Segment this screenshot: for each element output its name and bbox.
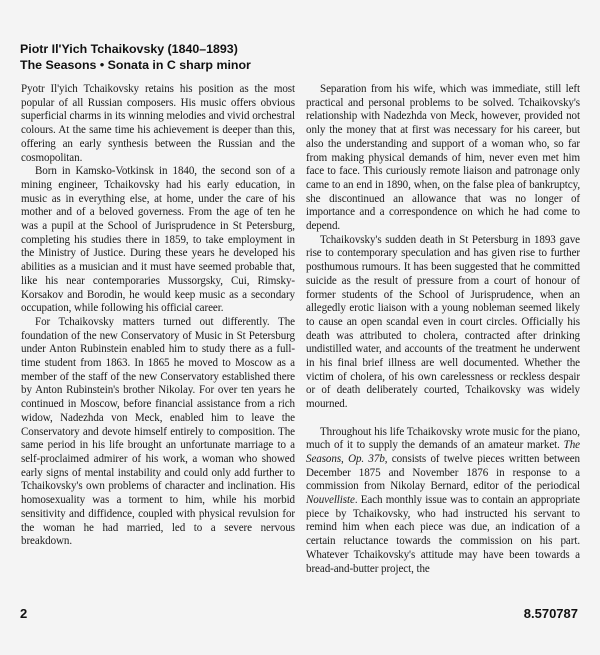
page-number: 2	[20, 606, 28, 621]
paragraph: Pyotr Il'yich Tchaikovsky retains his position as the most popular of all Russian composers. His music offers obvious superficial charms in its winning melodies and vivid orchestral colours. At the same time his achievement is deeper than this, offering an early synthesis between the Russian and the cosmopolitan.	[21, 83, 295, 164]
paragraph	[306, 426, 580, 577]
catalogue-number: 8.570787	[523, 606, 578, 621]
left-text-column	[21, 83, 295, 549]
paragraph: Born in Kamsko-Votkinsk in 1840, the second son of a mining engineer, Tchaikovsky had his early education, in music as in everything else, at home, under the care of his mother and of a beloved governess. From the age of ten he was a pupil at the School of Jurisprudence in St Petersburg, completing his studies there in 1859, to take employment in the Ministry of Justice. During these years he developed his abilities as a musician and it must have seemed probable that, like his near contemporaries Mussorgsky, Cui, Rimsky-Korsakov and Borodin, he would keep music as a secondary occupation, while following his official career.	[21, 165, 295, 315]
page-title: Piotr Il'Yich Tchaikovsky (1840–1893)	[20, 42, 238, 56]
periodical-title: Nouvelliste	[306, 494, 355, 507]
work-title: The Seasons, Op. 37b	[306, 439, 580, 465]
paragraph-intro: Throughout his life Tchaikovsky wrote music for the piano, much of it to supply the demands of an amateur market.	[306, 425, 580, 452]
page-subtitle: The Seasons • Sonata in C sharp minor	[20, 58, 251, 72]
paragraph: Separation from his wife, which was immediate, still left practical and personal problems to be solved. Tchaikovsky's relationship with Nadezhda von Meck, however, provided not only the money that at first was necessary for his career, but also the understanding and support of a woman who, so far from making physical demands of him, never even met him face to face. This curiously remote liaison and patronage only came to an end in 1890, when, on the false plea of bankruptcy, she discontinued an allowance that was no longer of importance and a correspondence on which he had come to depend.	[306, 83, 580, 233]
paragraph: Tchaikovsky's sudden death in St Petersburg in 1893 gave rise to contemporary speculation and has given rise to further posthumous rumours. It has been suggested that he committed suicide as the result of pressure from a court of honour of former students of the School of Jurisprudence, when an allegedly erotic liaison with a young nobleman seemed likely to cause an open scandal even in court circles. Officially his death was attributed to cholera, contracted after drinking undistilled water, and accounts of the treatment he underwent in his final brief illness are well documented. Whether the victim of cholera, of his own carelessness or reckless despair or of death deliberately courted, Tchaikovsky was widely mourned.	[306, 233, 580, 411]
right-text-column	[306, 83, 580, 576]
paragraph-text: . Each monthly issue was to contain an appropriate piece by Tchaikovsky, who had instructed his servant to remind him when each piece was due, an indication of a certain reluctance towards the commission on his part. Whatever Tchaikovsky's attitude may have been towards a bread-and-butter project, the	[306, 494, 580, 575]
paragraph: For Tchaikovsky matters turned out differently. The foundation of the new Conservatory of Music in St Petersburg under Anton Rubinstein enabled him to study there as a full-time student from 1863. In 1865 he moved to Moscow as a member of the staff of the new Conservatory established there by Anton Rubinstein's brother Nikolay. For over ten years he continued in Moscow, before financial assistance from a rich widow, Nadezhda von Meck, enabled him to leave the Conservatory and devote himself entirely to composition. The same period in his life brought an unfortunate marriage to a self-proclaimed admirer of his work, a woman who showed early signs of mental instability and could only add further to Tchaikovsky's own problems of character and inclination. His homosexuality was a torment to him, while his morbid sensitivity and diffidence, coupled with physical revulsion for the woman he had married, led to a severe nervous breakdown.	[21, 315, 295, 548]
page-heading	[20, 41, 580, 73]
paragraph-text: , consists of twelve pieces written between December 1875 and November 1876 in response to a commission from Nikolay Bernard, editor of the periodical	[306, 452, 580, 493]
